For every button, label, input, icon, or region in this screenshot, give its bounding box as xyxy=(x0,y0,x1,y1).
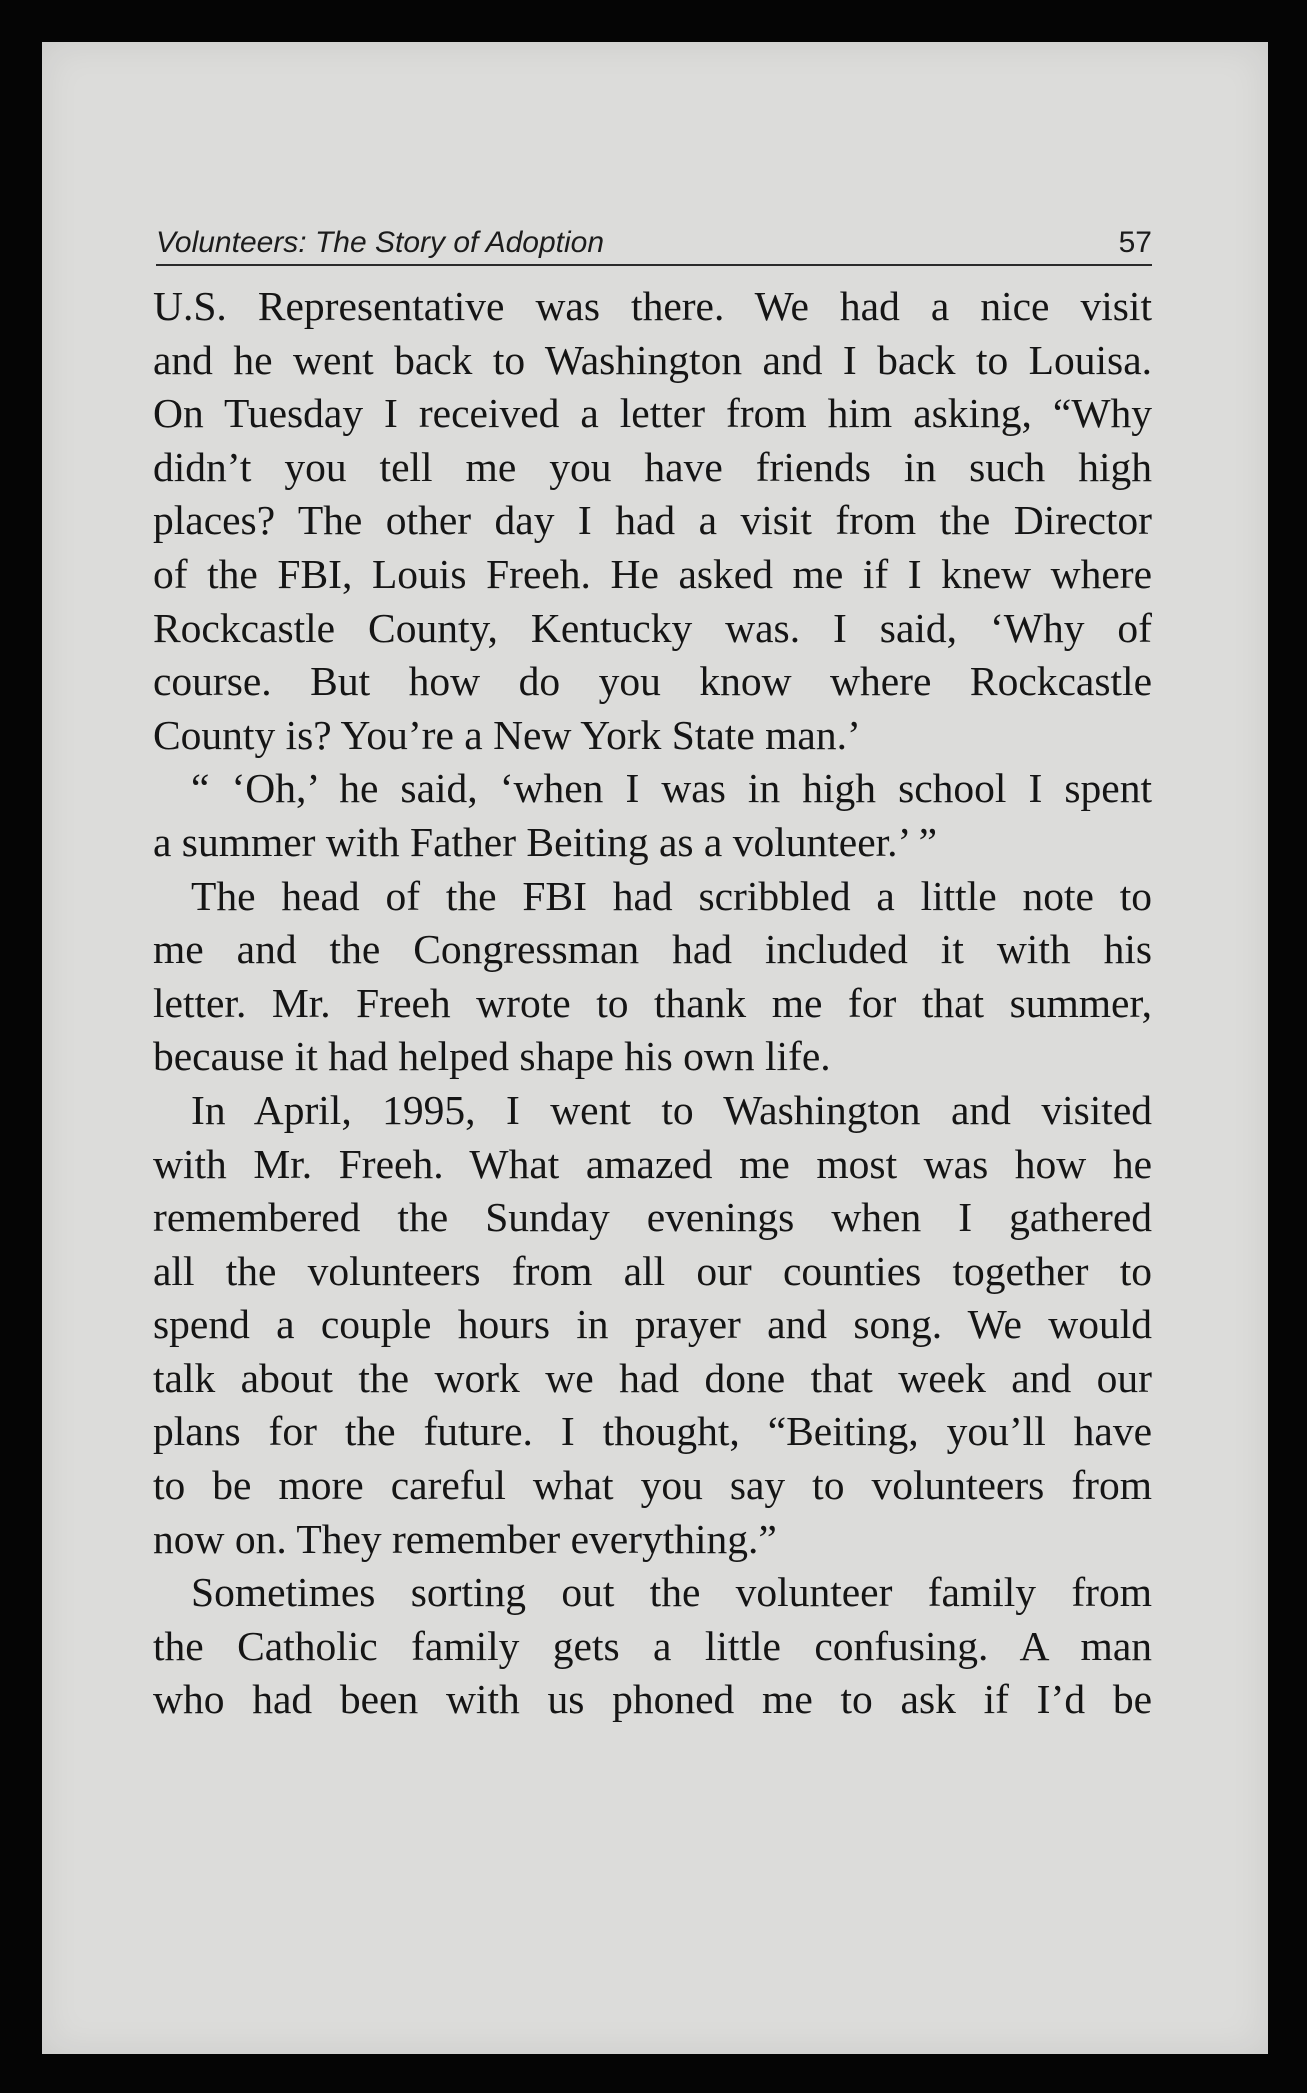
text-line: The head of the FBI had scribbled a little note to xyxy=(191,872,1152,919)
text-line: because it had helped shape his own life. xyxy=(153,1033,831,1080)
running-header-title: Volunteers: The Story of Adoption xyxy=(156,226,605,259)
text-line: the Catholic family gets a little confusing. A man xyxy=(153,1622,1152,1669)
text-line: talk about the work we had done that week and our xyxy=(153,1354,1152,1401)
text-line: a summer with Father Beiting as a volunteer.’ ” xyxy=(153,818,938,865)
text-line: with Mr. Freeh. What amazed me most was how he xyxy=(153,1140,1152,1187)
page-number: 57 xyxy=(1118,226,1152,259)
body-text xyxy=(153,280,1152,1727)
text-line: letter. Mr. Freeh wrote to thank me for that summer, xyxy=(153,979,1152,1026)
text-line: me and the Congressman had included it with his xyxy=(153,926,1152,973)
running-header xyxy=(156,220,1152,266)
text-line: On Tuesday I received a letter from him asking, “Why xyxy=(153,390,1152,437)
text-line: now on. They remember everything.” xyxy=(153,1515,777,1562)
text-line: who had been with us phoned me to ask if I’d be xyxy=(153,1676,1152,1723)
text-line: and he went back to Washington and I back to Louisa. xyxy=(153,336,1152,383)
text-line: to be more careful what you say to volunteers from xyxy=(153,1462,1152,1509)
text-line: of the FBI, Louis Freeh. He asked me if I knew where xyxy=(153,550,1152,597)
text-line: County is? You’re a New York State man.’ xyxy=(153,711,861,758)
text-line: didn’t you tell me you have friends in such high xyxy=(153,443,1152,490)
text-line: spend a couple hours in prayer and song. We would xyxy=(153,1301,1152,1348)
text-line: plans for the future. I thought, “Beiting, you’ll have xyxy=(153,1408,1152,1455)
text-line: course. But how do you know where Rockcastle xyxy=(153,658,1152,705)
text-line: places? The other day I had a visit from the Director xyxy=(153,497,1152,544)
text-line: In April, 1995, I went to Washington and visited xyxy=(191,1086,1152,1133)
text-line: remembered the Sunday evenings when I gathered xyxy=(153,1194,1152,1241)
text-line: “ ‘Oh,’ he said, ‘when I was in high school I spent xyxy=(191,765,1152,812)
text-line: U.S. Representative was there. We had a nice visit xyxy=(153,283,1152,329)
text-line: all the volunteers from all our counties together to xyxy=(153,1247,1152,1294)
text-line: Sometimes sorting out the volunteer family from xyxy=(191,1569,1152,1616)
text-line: Rockcastle County, Kentucky was. I said, ‘Why of xyxy=(153,604,1152,651)
